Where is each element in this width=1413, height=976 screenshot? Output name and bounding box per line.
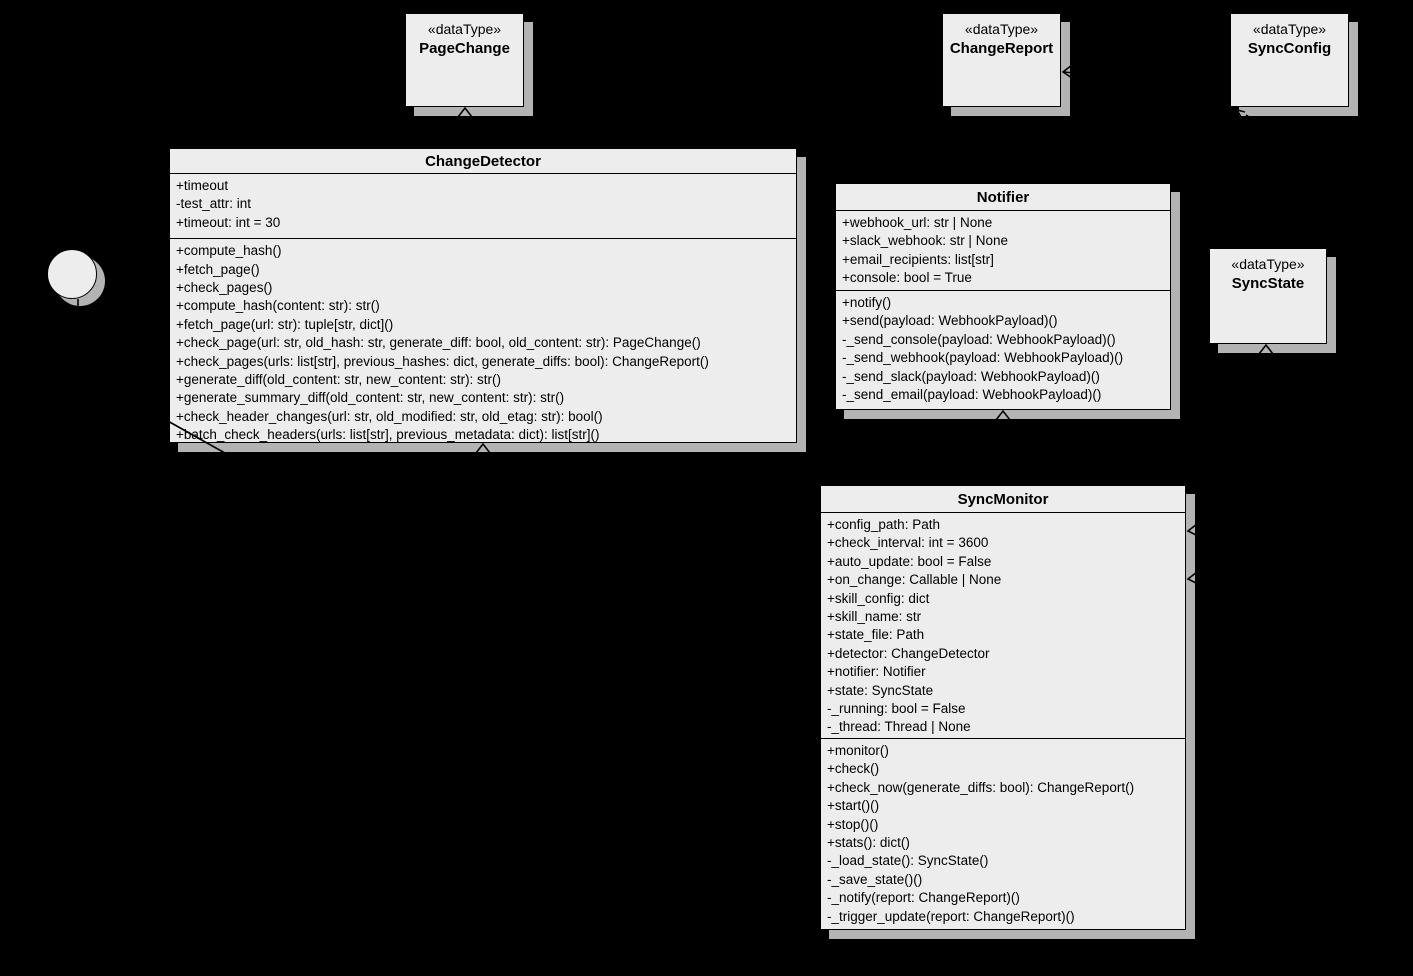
methods-compartment <box>170 238 796 442</box>
member-row: +stats(): dict() <box>827 835 910 851</box>
member-row: -_send_console(payload: WebhookPayload)() <box>842 331 1116 347</box>
member-row: +config_path: Path <box>827 517 940 532</box>
member-row: +on_change: Callable | None <box>827 572 1002 588</box>
member-row: +send(payload: WebhookPayload)() <box>842 313 1058 329</box>
member-row: -_notify(report: ChangeReport)() <box>827 890 1020 906</box>
member-row: -_save_state()() <box>827 871 923 887</box>
arrowhead-into-syncmonitor-upper <box>1188 524 1197 535</box>
member-row: +check_header_changes(url: str, old_modified: str, old_etag: str): bool() <box>176 408 603 424</box>
member-row: +fetch_page(url: str): tuple[str, dict]() <box>176 316 394 332</box>
member-row: +start()() <box>827 798 880 814</box>
member-row: +check_pages(urls: list[str], previous_hashes: dict, generate_diffs: bool): ChangeReport() <box>176 353 709 369</box>
member-row: +webhook_url: str | None <box>842 215 993 230</box>
class-node-pagechange[interactable] <box>405 13 524 107</box>
arrowhead-into-syncmonitor-lower <box>1188 572 1197 583</box>
member-row: +check_now(generate_diffs: bool): ChangeReport() <box>827 779 1135 795</box>
stereotype-label: «dataType» <box>427 21 502 37</box>
member-row: +stop()() <box>827 816 879 832</box>
member-row: -_send_slack(payload: WebhookPayload)() <box>842 368 1100 384</box>
member-row: +notify() <box>842 295 892 310</box>
attributes-compartment <box>821 512 1185 738</box>
member-row: +generate_diff(old_content: str, new_content: str): str() <box>176 372 502 388</box>
class-name: ChangeDetector <box>425 152 541 170</box>
arrowhead-into-notifier <box>996 411 1010 420</box>
member-row: -_thread: Thread | None <box>827 719 971 735</box>
attributes-compartment <box>836 210 1170 290</box>
member-row: +timeout: int = 30 <box>176 214 281 230</box>
member-row: +monitor() <box>827 743 889 758</box>
member-row: +detector: ChangeDetector <box>827 645 990 661</box>
arrowhead-into-changereport <box>1063 65 1074 78</box>
class-name: PageChange <box>419 40 510 57</box>
class-name: Notifier <box>976 188 1030 206</box>
member-row: +skill_name: str <box>827 609 922 625</box>
class-name: SyncConfig <box>1247 40 1332 57</box>
member-row: +check() <box>827 761 880 777</box>
member-row: -_trigger_update(report: ChangeReport)() <box>827 908 1075 924</box>
member-row: +notifier: Notifier <box>827 664 926 680</box>
member-row: +generate_summary_diff(old_content: str, new_content: str): str() <box>176 390 565 406</box>
class-node-changedetector[interactable] <box>169 148 797 443</box>
member-row: -test_attr: int <box>176 196 252 212</box>
methods-compartment <box>836 290 1170 409</box>
member-row: +email_recipients: list[str] <box>842 251 994 267</box>
class-node-syncconfig[interactable] <box>1230 13 1349 107</box>
arrowhead-into-changedetector <box>476 444 490 453</box>
member-row: +compute_hash(content: str): str() <box>176 298 380 314</box>
stereotype-label: «dataType» <box>1231 256 1305 272</box>
member-row: +check_pages() <box>176 280 273 295</box>
class-node-notifier[interactable] <box>835 183 1171 410</box>
member-row: +slack_webhook: str | None <box>842 233 1008 249</box>
class-name: SyncState <box>1231 275 1305 292</box>
member-row: +timeout <box>176 178 229 193</box>
member-row: -_send_webhook(payload: WebhookPayload)() <box>842 350 1124 366</box>
arrowhead-into-syncconfig <box>1237 110 1249 117</box>
arrowhead-into-syncstate <box>1259 345 1273 354</box>
member-row: +check_interval: int = 3600 <box>827 535 989 551</box>
member-row: +batch_check_headers(urls: list[str], previous_metadata: dict): list[str]() <box>176 427 600 442</box>
class-node-changereport[interactable] <box>942 13 1061 107</box>
member-row: +skill_config: dict <box>827 590 930 606</box>
member-row: -_running: bool = False <box>827 701 966 717</box>
member-row: +auto_update: bool = False <box>827 553 992 569</box>
class-node-syncmonitor[interactable] <box>820 485 1186 930</box>
class-name: SyncMonitor <box>957 490 1049 508</box>
member-row: -_send_email(payload: WebhookPayload)() <box>842 387 1102 403</box>
class-name: ChangeReport <box>949 40 1054 57</box>
class-node-syncstate[interactable] <box>1209 248 1327 344</box>
stereotype-label: «dataType» <box>964 21 1039 37</box>
stereotype-label: «dataType» <box>1252 21 1327 37</box>
member-row: -_load_state(): SyncState() <box>827 853 989 869</box>
member-row: +compute_hash() <box>176 243 282 259</box>
member-row: +state: SyncState <box>827 682 934 698</box>
attributes-compartment <box>170 173 796 238</box>
member-row: +fetch_page() <box>176 261 260 277</box>
arrowhead-into-pagechange <box>458 108 472 117</box>
member-row: +state_file: Path <box>827 627 925 643</box>
member-row: +console: bool = True <box>842 270 972 286</box>
interface-lollipop[interactable] <box>47 249 97 299</box>
member-row: +check_page(url: str, old_hash: str, generate_diff: bool, old_content: str): PageChange() <box>176 335 701 351</box>
methods-compartment <box>821 738 1185 929</box>
